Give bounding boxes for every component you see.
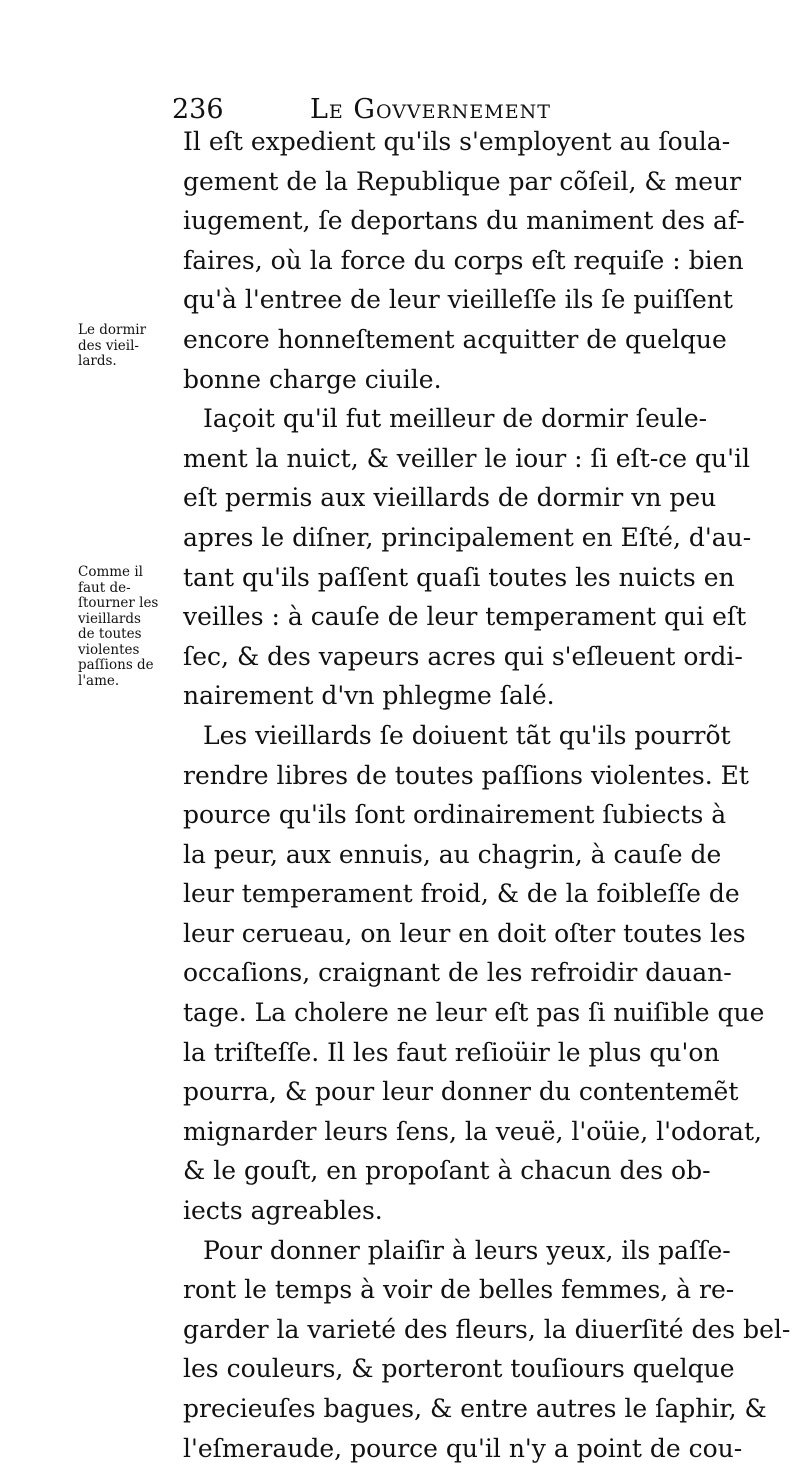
text-line: les couleurs, & porteront touſiours quelque <box>183 1354 735 1384</box>
text-line: eſt permis aux vieillards de dormir vn peu <box>183 483 717 513</box>
text-line: garder la varieté des fleurs, la diuerſité des bel- <box>183 1314 791 1344</box>
text-line: iects agreables. <box>183 1196 383 1226</box>
text-line: bonne charge ciuile. <box>183 364 442 394</box>
margin-note-line: vieillards <box>78 610 141 627</box>
margin-note-line: ſtourner les <box>78 595 159 611</box>
text-line: tant qu'ils paſſent quaſi toutes les nuicts en <box>183 562 735 592</box>
margin-note-line: l'ame. <box>78 672 120 689</box>
margin-note-line: violentes <box>78 641 140 658</box>
text-line: veilles : à cauſe de leur temperament qui eſt <box>183 602 747 632</box>
text-line: nairement d'vn phlegme ſalé. <box>183 681 555 711</box>
text-line: Pour donner plaiſir à leurs yeux, ils paſſe- <box>203 1235 731 1265</box>
text-line: ment la nuict, & veiller le iour : ſi eſt-ce qu'il <box>183 443 750 473</box>
text-line: Il eſt expedient qu'ils s'employent au ſoula- <box>183 127 731 156</box>
text-line: mignarder leurs ſens, la veuë, l'oüie, l'odorat, <box>183 1116 762 1146</box>
text-line: iugement, ſe deportans du maniment des af- <box>183 206 745 236</box>
text-line: pource qu'ils ſont ordinairement ſubiects à <box>183 800 727 830</box>
text-line: qu'à l'entree de leur vieilleſſe ils ſe puiſſent <box>183 285 733 315</box>
margin-note-line: paſſions de <box>78 657 154 673</box>
margin-note-sleep <box>78 323 180 370</box>
margin-note-line: lards. <box>78 353 117 369</box>
text-line: pourra, & pour leur donner du contentemẽt <box>183 1077 739 1107</box>
text-line: precieuſes bagues, & entre autres le ſaphir, & <box>183 1394 767 1423</box>
text-line: leur temperament froid, & de la foibleſſe de <box>183 879 740 909</box>
text-line: la triſteſſe. Il les faut reſioüir le plus qu'on <box>183 1037 720 1067</box>
margin-note-passions <box>78 565 180 689</box>
margin-note-line: faut de- <box>78 579 131 596</box>
text-line: ſec, & des vapeurs acres qui s'eſleuent ordi- <box>183 641 743 671</box>
running-title: Le Govvernement <box>310 94 551 125</box>
margin-note-line: Le dormir <box>78 322 147 338</box>
text-line: Les vieillards ſe doiuent tãt qu'ils pourrõt <box>203 720 731 750</box>
page-number: 236 <box>172 94 224 125</box>
text-line: apres le diſner, principalement en Eſté, d'au- <box>183 522 752 552</box>
text-line: l'eſmeraude, pource qu'il n'y a point de cou- <box>183 1433 743 1463</box>
margin-note-line: des vieil- <box>78 337 139 354</box>
margin-note-line: Comme il <box>78 564 143 580</box>
body-text <box>183 122 791 1468</box>
text-line: tage. La cholere ne leur eſt pas ſi nuiſible que <box>183 998 765 1028</box>
text-line: gement de la Republique par cõſeil, & meur <box>183 166 742 196</box>
text-line: occaſions, craignant de les refroidir dauan- <box>183 958 732 988</box>
margin-note-line: de toutes <box>78 626 142 642</box>
text-line: leur cerueau, on leur en doit oſter toutes les <box>183 918 746 948</box>
text-line: ront le temps à voir de belles femmes, à re- <box>183 1275 735 1305</box>
text-line: faires, où la force du corps eſt requiſe : bien <box>183 245 744 275</box>
text-line: & le gouſt, en propoſant à chacun des ob- <box>183 1156 711 1186</box>
text-line: encore honneſtement acquitter de quelque <box>183 324 727 354</box>
text-line: la peur, aux ennuis, au chagrin, à cauſe de <box>183 839 722 869</box>
text-line: rendre libres de toutes paſſions violentes. Et <box>183 760 749 790</box>
text-line: Iaçoit qu'il fut meilleur de dormir ſeule- <box>203 404 708 434</box>
